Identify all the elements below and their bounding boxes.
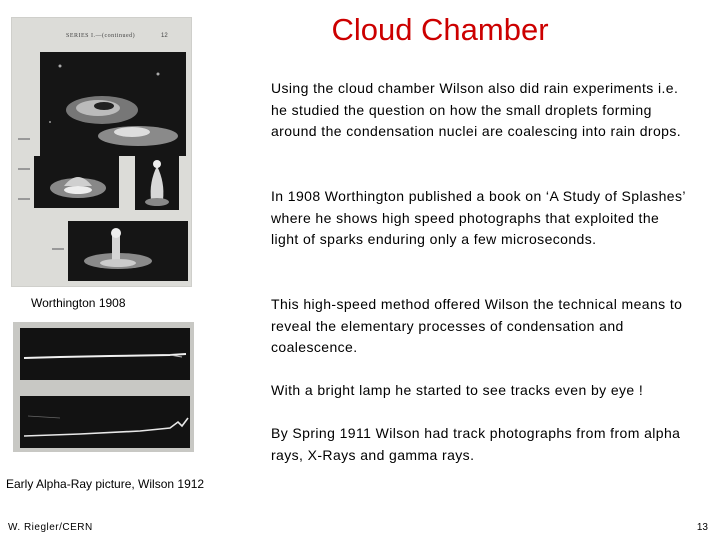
paragraph-high-speed-method: This high-speed method offered Wilson the technical means to reveal the elementary processes of condensation and coalescence. <box>271 296 683 355</box>
paragraph-rain-experiments: Using the cloud chamber Wilson also did rain experiments i.e. he studied the question on how the small droplets forming around the condensation nuclei are coalescing into rain drops. <box>271 80 682 139</box>
sheet-mark <box>52 248 64 250</box>
worthington-splash-photo <box>11 17 192 287</box>
sheet-mark <box>18 168 30 170</box>
splash-photo-4 <box>68 221 188 281</box>
splash-photo-3 <box>135 152 179 210</box>
slide-title: Cloud Chamber <box>331 12 549 47</box>
sheet-header: SERIES I.—(continued) <box>66 33 136 39</box>
alpha-ray-track-photo <box>13 322 194 452</box>
sheet-mark <box>18 198 30 200</box>
footer-author: W. Riegler/CERN <box>8 522 93 533</box>
worthington-caption: Worthington 1908 <box>31 296 126 310</box>
paragraph-worthington-splashes: In 1908 Worthington published a book on ‘A Study of Splashes’ where he shows high speed photographs that exploited the light of sparks enduring only a few microseconds. <box>271 188 686 247</box>
paragraph-track-photographs: By Spring 1911 Wilson had track photographs from from alpha rays, X-Rays and gamma rays. <box>271 425 681 463</box>
footer-page-number: 13 <box>696 522 708 533</box>
splash-photo-1 <box>40 52 186 156</box>
alpha-ray-caption: Early Alpha-Ray picture, Wilson 1912 <box>6 477 205 491</box>
splash-photo-2 <box>34 156 119 208</box>
track-panel-1 <box>20 328 190 380</box>
sheet-mark <box>18 138 30 140</box>
sheet-page-number: 12 <box>161 33 168 39</box>
track-panel-2 <box>20 396 190 448</box>
paragraph-bright-lamp: With a bright lamp he started to see tracks even by eye ! <box>271 382 644 398</box>
